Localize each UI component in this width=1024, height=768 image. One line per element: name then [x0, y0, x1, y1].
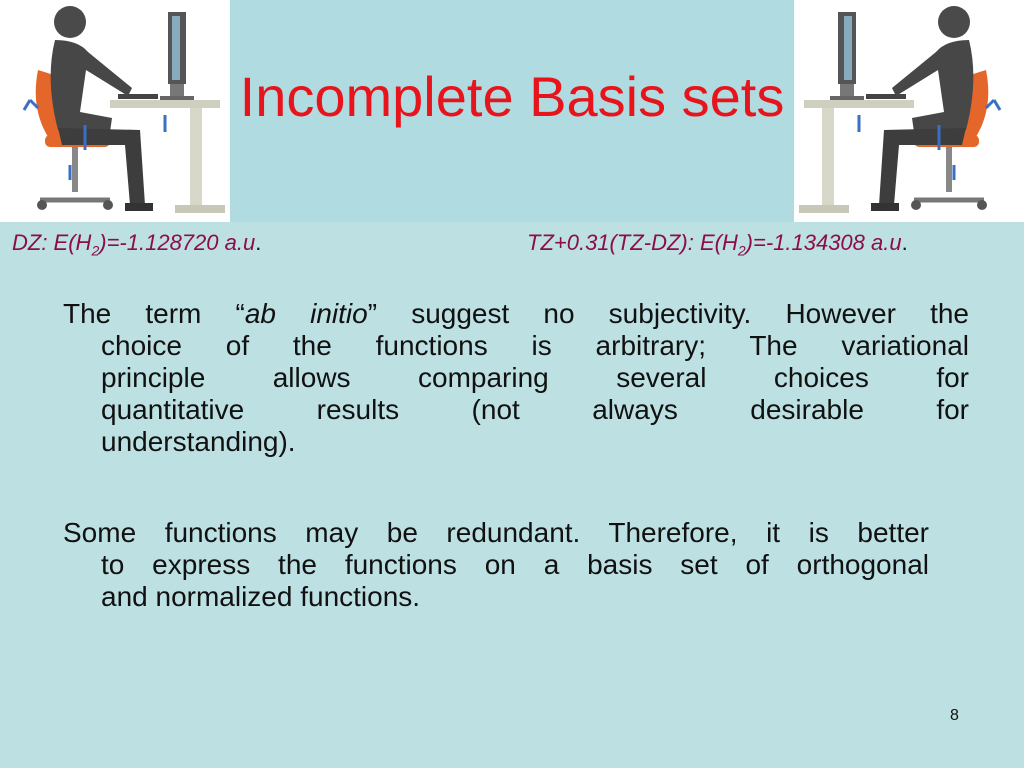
italic-term: ab initio: [244, 298, 368, 329]
paragraph-line: choice of the functions is arbitrary; The variational: [101, 330, 969, 361]
dz-energy-subscript: 2: [91, 242, 100, 259]
tz-energy-label: [527, 228, 908, 265]
tz-energy-prefix: TZ+0.31(TZ-DZ): E(H: [527, 230, 738, 255]
paragraph-line: to express the functions on a basis set of orthogonal: [101, 549, 929, 580]
paragraph-line: principle allows comparing several choices for: [101, 362, 969, 393]
tz-energy-period: .: [901, 230, 908, 255]
dz-energy-period: .: [255, 230, 262, 255]
paragraph-line: [63, 298, 969, 330]
slide-title: Incomplete Basis sets: [239, 65, 785, 128]
page-number: 8: [950, 707, 959, 724]
text-segment: The term “: [63, 298, 245, 329]
dz-energy-prefix: DZ: E(H: [12, 230, 92, 255]
paragraph-redundant-functions: [63, 517, 929, 613]
paragraph-line: Some functions may be redundant. Therefore, it is better: [63, 517, 929, 548]
dz-energy-label: [12, 228, 261, 265]
dz-energy-value: )=-1.128720 a.u: [99, 230, 256, 255]
paragraph-line: understanding).: [101, 426, 296, 457]
text-segment: ” suggest no subjectivity. However the: [367, 298, 969, 329]
paragraph-line: and normalized functions.: [101, 581, 421, 612]
tz-energy-subscript: 2: [737, 242, 746, 259]
paragraph-ab-initio: [63, 298, 969, 458]
paragraph-line: quantitative results (not always desirable for: [101, 394, 969, 425]
tz-energy-value: )=-1.134308 a.u: [745, 230, 902, 255]
